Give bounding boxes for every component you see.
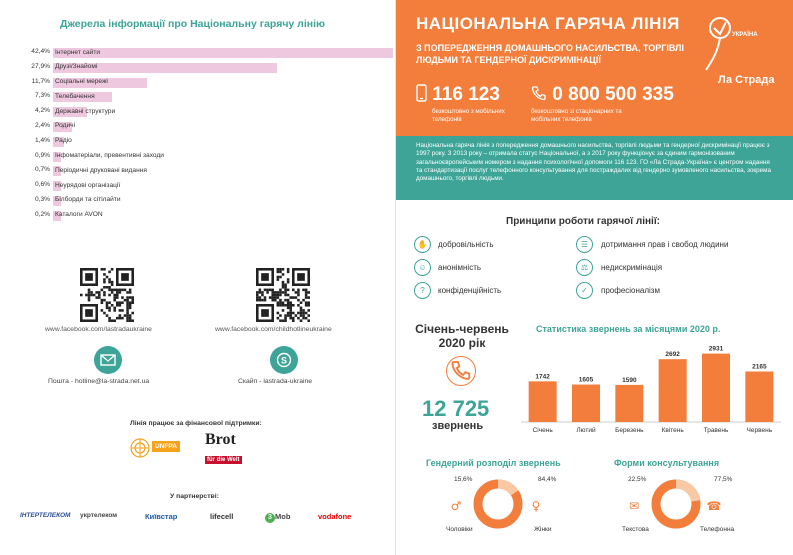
source-label: Радіо bbox=[55, 137, 72, 145]
bar-value-label: 1605 bbox=[578, 376, 594, 384]
brot-logo-sub: für die Welt bbox=[207, 457, 240, 463]
source-row bbox=[18, 179, 388, 194]
bar-value-label: 2165 bbox=[752, 363, 767, 371]
bar-2 bbox=[615, 385, 643, 422]
source-pct: 0,2% bbox=[34, 210, 50, 218]
bar-category-label: Квітень bbox=[661, 427, 684, 434]
confidential-icon: ? bbox=[414, 282, 431, 299]
qr-code-childhotline[interactable] bbox=[256, 268, 310, 322]
principle-rights: дотримання прав і свобод людини bbox=[601, 240, 729, 249]
gender-title: Гендерний розподіл звернень bbox=[426, 458, 561, 468]
unfpa-logo-text: UNFPA bbox=[152, 441, 180, 452]
phone-0800500335-label: 0 800 500 335 bbox=[552, 84, 674, 105]
phone-pct: 77,5% bbox=[714, 476, 733, 483]
source-row bbox=[18, 61, 388, 76]
logo-country: УКРАЇНА bbox=[732, 32, 758, 38]
left-page bbox=[0, 0, 396, 555]
principle-confidentiality: конфіденційність bbox=[438, 286, 502, 295]
bar-category-label: Травень bbox=[703, 427, 729, 434]
facebook-link-lastrada[interactable]: www.facebook.com/lastradaukraine bbox=[45, 326, 152, 333]
partners-title: У партнерстві: bbox=[170, 493, 219, 500]
bar-5 bbox=[745, 371, 773, 422]
phone-116123[interactable] bbox=[416, 84, 522, 123]
right-page bbox=[396, 0, 793, 555]
phone-0800500335-note: безкоштовно зі стаціонарних та мобільних телефонів bbox=[531, 108, 622, 123]
anonymous-icon: ☺ bbox=[414, 259, 431, 276]
skype-contact[interactable]: Скайп - lastrada-ukraine bbox=[238, 378, 313, 385]
page-subtitle: З ПОПЕРЕДЖЕННЯ ДОМАШНЬОГО НАСИЛЬСТВА, ТОРГІВЛІ ЛЮДЬМИ ТА ГЕНДЕРНОЇ ДИСКРИМІНАЦІЇ bbox=[416, 43, 684, 65]
brot-logo bbox=[205, 432, 261, 462]
bar-value-label: 2931 bbox=[708, 345, 724, 353]
la-strada-logo bbox=[696, 12, 776, 86]
men-label: Чоловіки bbox=[446, 526, 473, 533]
monthly-bar-chart bbox=[521, 340, 781, 440]
sources-list bbox=[18, 46, 388, 224]
source-row bbox=[18, 105, 388, 120]
rights-icon: ☰ bbox=[576, 236, 593, 253]
header-panel bbox=[396, 0, 793, 200]
donut-right-icon: ♀ bbox=[531, 499, 541, 513]
total-calls-number: 12 725 bbox=[422, 396, 490, 421]
phone-0800500335[interactable] bbox=[531, 84, 674, 123]
source-row bbox=[18, 150, 388, 165]
total-calls-label: звернень bbox=[432, 420, 484, 432]
period-label: Січень-червень 2020 рік bbox=[415, 322, 509, 350]
partner-kyivstar: Київстар bbox=[145, 512, 178, 521]
men-pct: 15,6% bbox=[454, 476, 473, 483]
logo-name: Ла Страда bbox=[718, 74, 775, 86]
mobile-phone-icon bbox=[416, 84, 427, 102]
brot-logo-word: Brot bbox=[205, 431, 236, 448]
description-panel bbox=[396, 136, 793, 200]
facebook-link-childhotline[interactable]: www.facebook.com/childhotlineukraine bbox=[215, 326, 332, 333]
source-bar bbox=[53, 48, 393, 58]
bar-value-label: 1742 bbox=[535, 373, 550, 381]
source-pct: 0,9% bbox=[34, 151, 50, 159]
bar-category-label: Березень bbox=[615, 427, 644, 434]
email-contact[interactable]: Пошта - hotline@la-strada.net.ua bbox=[48, 378, 150, 385]
thumbs-up-icon: ✓ bbox=[576, 282, 593, 299]
source-row bbox=[18, 135, 388, 150]
source-pct: 27,9% bbox=[31, 62, 50, 70]
bar-3 bbox=[659, 359, 687, 422]
partner-vodafone: vodafone bbox=[318, 512, 352, 521]
phone-0800500335-number bbox=[531, 84, 674, 106]
source-label: Інфоматеріали, превентивні заходи bbox=[55, 152, 164, 160]
principles-title: Принципи роботи гарячої лінії: bbox=[506, 216, 660, 227]
sources-title: Джерела інформації про Національну гарячу лінію bbox=[60, 18, 325, 30]
source-pct: 2,4% bbox=[34, 121, 50, 129]
phone-116123-number bbox=[416, 84, 522, 106]
source-pct: 0,6% bbox=[34, 181, 50, 189]
text-pct: 22,5% bbox=[628, 476, 647, 483]
source-label: Каталоги AVON bbox=[55, 211, 103, 219]
bar-0 bbox=[529, 381, 557, 422]
source-row bbox=[18, 76, 388, 91]
source-label: Періодичні друковані видання bbox=[55, 166, 147, 174]
phone-116123-note: безкоштовно з мобільних телефонів bbox=[432, 108, 505, 123]
principle-professionalism: професіоналізм bbox=[601, 286, 660, 295]
bar-category-label: Червень bbox=[746, 427, 773, 434]
donut-left-icon: ✉ bbox=[628, 499, 640, 513]
source-label: Родичі bbox=[55, 122, 76, 130]
phone-call-icon bbox=[446, 356, 476, 386]
bar-category-label: Лютий bbox=[576, 427, 596, 434]
source-row bbox=[18, 90, 388, 105]
partner-3mob-label: Mob bbox=[275, 512, 291, 521]
phone-label: Телефонна bbox=[700, 526, 735, 533]
skype-icon bbox=[270, 346, 298, 374]
donut-left-icon: ♂ bbox=[450, 499, 462, 513]
partner-ukrtelecom: укртелеком bbox=[80, 512, 118, 519]
handshake-icon: ✋ bbox=[414, 236, 431, 253]
bar-value-label: 2692 bbox=[665, 351, 680, 359]
mail-icon bbox=[94, 346, 122, 374]
scales-icon: ⚖ bbox=[576, 259, 593, 276]
source-label: Телебачення bbox=[55, 92, 95, 100]
principle-voluntariness: добровільність bbox=[438, 240, 494, 249]
donut-right-icon: ☎ bbox=[706, 499, 722, 513]
source-row bbox=[18, 120, 388, 135]
unfpa-logo bbox=[130, 436, 182, 460]
source-label: Державні структури bbox=[55, 107, 116, 115]
source-label: Друзі/Знайомі bbox=[55, 63, 98, 71]
source-pct: 7,3% bbox=[34, 92, 50, 100]
source-label: Білборди та сітілайти bbox=[55, 196, 121, 204]
support-title: Лінія працює за фінансової підтримки: bbox=[130, 420, 262, 427]
women-label: Жінки bbox=[534, 526, 552, 533]
partner-lifecell: lifecell bbox=[210, 512, 234, 521]
source-pct: 0,7% bbox=[34, 166, 50, 174]
source-label: Соціальні мережі bbox=[55, 78, 108, 86]
bar-4 bbox=[702, 354, 730, 422]
svg-text:S: S bbox=[280, 355, 288, 366]
source-row bbox=[18, 164, 388, 179]
women-pct: 84,4% bbox=[538, 476, 557, 483]
page-title: НАЦІОНАЛЬНА ГАРЯЧА ЛІНІЯ bbox=[416, 14, 680, 33]
source-row bbox=[18, 194, 388, 209]
source-pct: 1,4% bbox=[34, 136, 50, 144]
bar-1 bbox=[572, 385, 600, 422]
description-text: Національна гаряча лінія з попередження домашнього насильства, торгівлі людьми та гендерної дискримінації працює з 1997 року. З 2013 року – отримала статус Національної, а з 2017 року функціонує за єдиним гармонізованим загальноєвропейським номером з надання психологічної допомоги 116 123. ГО «Ла Страда-Україна» є центром надання та стандартизації послуг телефонного консультування для постраждалих від гендерно зумовленого насильства, зокрема домашнього, торгівлі людьми. bbox=[416, 142, 771, 183]
la-strada-logo-mark bbox=[700, 14, 740, 74]
source-row bbox=[18, 209, 388, 224]
partner-3mob bbox=[265, 512, 290, 523]
bar-category-label: Січень bbox=[532, 427, 553, 434]
bar-value-label: 1590 bbox=[622, 376, 637, 384]
monthly-chart-title: Статистика звернень за місяцями 2020 р. bbox=[536, 324, 721, 334]
partner-3mob-mark: 3 bbox=[265, 513, 275, 523]
principle-anonymity: анонімність bbox=[438, 263, 482, 272]
phone-116123-label: 116 123 bbox=[432, 84, 500, 105]
text-label: Текстова bbox=[622, 526, 649, 533]
source-label: Інтернет сайти bbox=[55, 48, 101, 56]
source-label: Неурядові організації bbox=[55, 181, 121, 189]
principle-nondiscrimination: недискримінація bbox=[601, 263, 663, 272]
source-pct: 42,4% bbox=[31, 48, 50, 55]
qr-code-lastrada[interactable] bbox=[80, 268, 134, 322]
source-pct: 4,2% bbox=[34, 107, 50, 115]
consult-title: Форми консультування bbox=[614, 458, 720, 468]
source-pct: 11,7% bbox=[31, 77, 50, 85]
source-pct: 0,3% bbox=[34, 195, 50, 203]
partner-intertelecom: ІНТЕРТЕЛЕКОМ bbox=[20, 512, 71, 519]
source-row bbox=[18, 46, 388, 61]
handset-icon bbox=[531, 85, 547, 101]
